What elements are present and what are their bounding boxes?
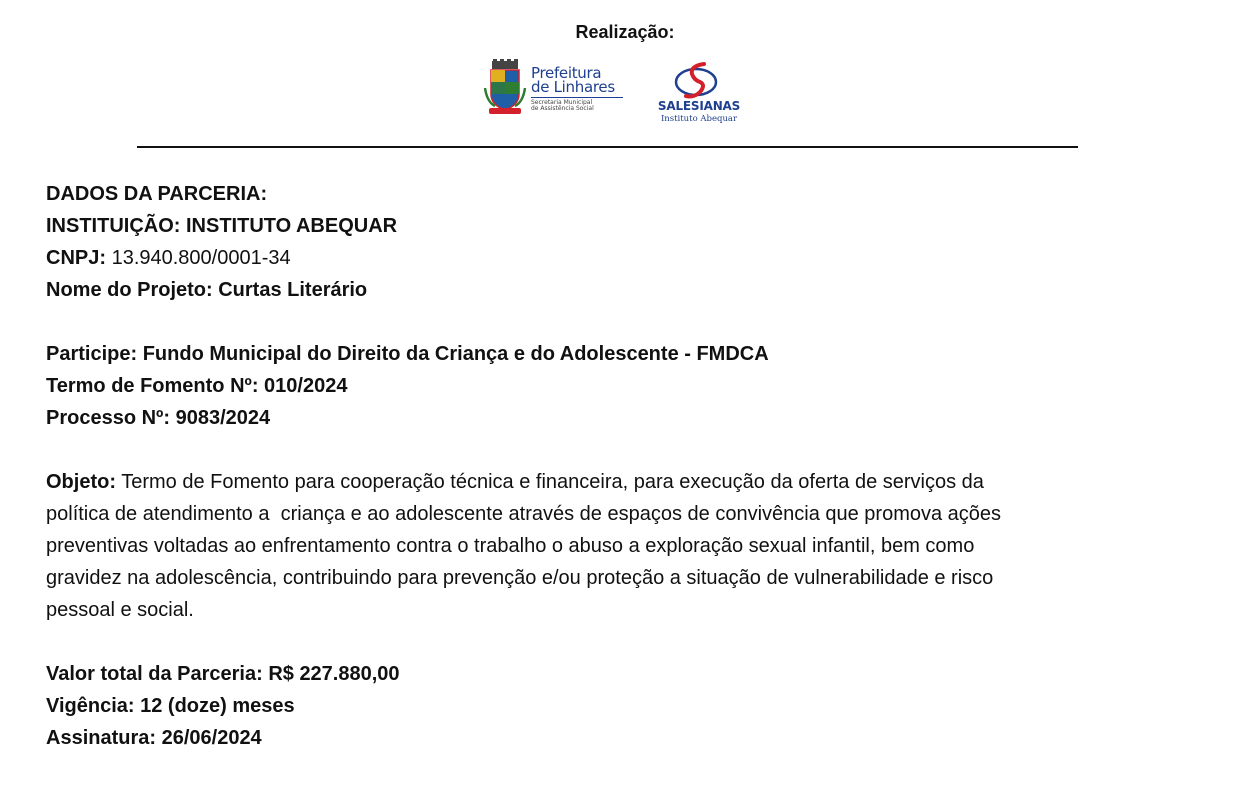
objeto-label: Objeto: bbox=[46, 471, 116, 493]
cnpj-line bbox=[46, 242, 1196, 274]
valor-total: Valor total da Parceria: R$ 227.880,00 bbox=[46, 663, 400, 685]
objeto-line1 bbox=[46, 466, 1196, 498]
termo-fomento: Termo de Fomento Nº: 010/2024 bbox=[46, 375, 348, 397]
cnpj-label: CNPJ: bbox=[46, 247, 107, 269]
spacer bbox=[46, 434, 1196, 466]
objeto-text1: Termo de Fomento para cooperação técnica e financeira, para execução da oferta de serviços da bbox=[121, 471, 984, 493]
cnpj-value: 13.940.800/0001-34 bbox=[111, 247, 291, 269]
salesianas-s-icon bbox=[672, 60, 720, 100]
projeto-name: Nome do Projeto: Curtas Literário bbox=[46, 279, 368, 301]
linhares-sub-line1: Secretaria Municipal bbox=[531, 99, 593, 106]
prefeitura-linhares-logo bbox=[483, 58, 628, 120]
objeto-line2: política de atendimento a criança e ao adolescente através de espaços de convivência que promova ações bbox=[46, 503, 1002, 525]
salesianas-sub: Instituto Abequar bbox=[660, 114, 738, 124]
spacer bbox=[46, 626, 1196, 658]
processo: Processo Nº: 9083/2024 bbox=[46, 407, 271, 429]
linhares-sub-line2: de Assistência Social bbox=[531, 105, 594, 112]
instituicao: INSTITUIÇÃO: INSTITUTO ABEQUAR bbox=[46, 215, 398, 237]
document-body bbox=[46, 178, 1196, 754]
linhares-text bbox=[531, 66, 631, 112]
spacer bbox=[46, 306, 1196, 338]
partner-logos bbox=[483, 58, 753, 128]
objeto-line4: gravidez na adolescência, contribuindo para prevenção e/ou proteção a situação de vulnerabilidade e risco bbox=[46, 567, 994, 589]
vigencia: Vigência: 12 (doze) meses bbox=[46, 695, 295, 717]
linhares-crest-icon bbox=[483, 58, 527, 118]
objeto-line3: preventivas voltadas ao enfrentamento contra o trabalho o abuso a exploração sexual infantil, bem como bbox=[46, 535, 975, 557]
linhares-rule bbox=[531, 97, 623, 98]
linhares-name-line2: de Linhares bbox=[531, 78, 615, 96]
salesianas-logo bbox=[655, 60, 743, 128]
header-title: Realização: bbox=[575, 22, 675, 42]
salesianas-name: SALESIANAS bbox=[657, 99, 741, 113]
header-divider bbox=[137, 146, 1078, 148]
parceria-heading: DADOS DA PARCERIA: bbox=[46, 183, 268, 205]
participe: Participe: Fundo Municipal do Direito da Criança e do Adolescente - FMDCA bbox=[46, 343, 769, 365]
objeto-line5: pessoal e social. bbox=[46, 599, 194, 621]
assinatura: Assinatura: 26/06/2024 bbox=[46, 727, 262, 749]
linhares-name-line1: Prefeitura bbox=[531, 64, 602, 82]
